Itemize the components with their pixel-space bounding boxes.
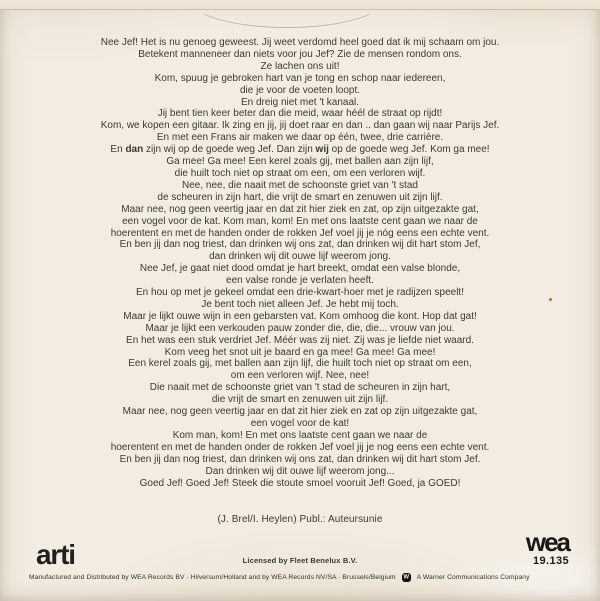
lyric-line: Goed Jef! Goed Jef! Steek die stoute smoel vooruit Jef! Goed, ja GOED! bbox=[139, 477, 461, 489]
warner-icon-letter: W bbox=[403, 574, 410, 580]
lyric-line: Kom man, kom! En met ons laatste cent gaan we naar de bbox=[172, 429, 428, 441]
lyric-line: En het was een stuk verdriet Jef. Méér was zij niet. Zij was je liefde niet waard. bbox=[126, 334, 474, 346]
warner-communications-icon bbox=[402, 573, 411, 582]
lyric-line: Nee Jef, je gaat niet dood omdat je hart breekt, omdat een valse blonde, bbox=[139, 263, 461, 275]
fineprint-row bbox=[29, 573, 576, 582]
thumb-cut-arc bbox=[190, 0, 384, 28]
lyric-line: En ben jij dan nog triest, dan drinken wij ons zat, dan drinken wij dit hart stom Jef, bbox=[119, 239, 481, 251]
lyric-line: die vrijt de smart en zenuwen uit zijn lijf. bbox=[211, 394, 389, 406]
warner-company-text: A Warner Communications Company bbox=[416, 574, 530, 581]
lyric-line: En hou op met je gekeel omdat een drie-kwart-hoer met je radijzen speelt! bbox=[136, 287, 464, 299]
lyrics-block bbox=[8, 37, 592, 489]
lyric-line: Maar nee, nog geen veertig jaar en dat zit hier ziek en zat op zijn uitgezakte gat, bbox=[122, 406, 478, 418]
lyric-line: Kom, we kopen een gitaar. Ik zing en jij, jij doet raar en dan .. dan gaan wij naar Parijs Jef. bbox=[100, 120, 500, 132]
catalog-number: 19.135 bbox=[532, 555, 569, 567]
lyric-line: Je bent toch niet alleen Jef. Je hebt mij toch. bbox=[201, 298, 399, 310]
lyric-line: Maar je lijkt een verkouden pauw zonder die, die, die... vrouw van jou. bbox=[145, 322, 455, 334]
credit-line: (J. Brel/I. Heylen) Publ.: Auteursunie bbox=[217, 514, 383, 525]
lyric-line: die huilt toch niet op straat om een, om een verloren wijf. bbox=[174, 167, 426, 179]
paper-speck bbox=[549, 298, 552, 301]
lyric-line: En dan zijn wij op de goede weg Jef. Dan zijn wij op de goede weg Jef. Kom ga mee! bbox=[110, 144, 490, 156]
lyric-line: hoerentent en met de handen onder de rokken Jef voel jij je nóg eens een echte vent. bbox=[110, 227, 490, 239]
lyric-line: Dan drinken wij dit ouwe lijf weerom jong... bbox=[205, 465, 395, 477]
lyric-line: om een verloren wijf. Nee, nee! bbox=[230, 370, 370, 382]
lyric-line: En dreig niet met 't kanaal. bbox=[240, 96, 360, 108]
arti-logo: arti bbox=[36, 539, 75, 570]
lyric-line: Betekent manneneer dan niets voor jou Jef? Zie de mensen rondom ons. bbox=[138, 48, 462, 60]
lyric-line: een vogel voor de kat! bbox=[250, 418, 350, 429]
licensed-text: Licensed by Fleet Benelux B.V. bbox=[242, 556, 358, 565]
lyric-line: Die naait met de schoonste griet van 't stad de scheuren in zijn hart, bbox=[149, 382, 451, 394]
lyric-line: Maar nee, nog geen veertig jaar en dat zit hier ziek en zat, op zijn uitgezakte gat, bbox=[121, 203, 479, 215]
lyric-line: Nee Jef! Het is nu genoeg geweest. Jij weet verdomd heel goed dat ik mij schaam om jou. bbox=[100, 37, 500, 48]
lyric-line: Ga mee! Ga mee! Een kerel zoals gij, met ballen aan zijn lijf, bbox=[166, 156, 434, 168]
lyric-line: Kom veeg het snot uit je baard en ga mee! Ga mee! Ga mee! bbox=[164, 346, 436, 358]
lyric-line: Jij bent tien keer beter dan die meid, waar héél de straat op rijdt! bbox=[157, 108, 443, 120]
lyric-line: En met een Frans air maken we daar op één, twee, drie carrière. bbox=[156, 132, 444, 144]
lyric-line: dan drinken wij dit ouwe lijf weerom jong. bbox=[209, 251, 391, 263]
lyric-line: Kom, spuug je gebroken hart van je tong en schop naar iedereen, bbox=[154, 72, 446, 84]
lyric-line: Een kerel zoals gij, met ballen aan zijn lijf, die huilt toch niet op straat om een, bbox=[128, 358, 472, 370]
lyric-line: hoerentent en met de handen onder de rokken Jef voel jij je nog eens een echte vent. bbox=[110, 441, 490, 453]
lyric-line: de scheuren in zijn hart, die vrijt de smart en zenuwen uit zijn lijf. bbox=[157, 191, 443, 203]
lyric-line: een valse ronde je verlaten heeft. bbox=[226, 275, 374, 287]
lyric-line: Maar je lijkt ouwe wijn in een gebarsten vat. Kom omhoog die kont. Hop dat gat! bbox=[123, 310, 477, 322]
lyric-line: En ben jij dan nog triest, dan drinken wij ons zat, dan drinken wij dit hart stom Jef. bbox=[119, 453, 481, 465]
manufactured-text: Manufactured and Distributed by WEA Records BV · Hilversum/Holland and by WEA Records NV/SA · Brussels/Belgium bbox=[29, 574, 396, 581]
wea-logo: wea bbox=[525, 527, 569, 557]
lyric-line: die je voor de voeten loopt. bbox=[239, 84, 361, 96]
lyric-line: Nee, nee, die naait met de schoonste griet van 't stad bbox=[182, 179, 418, 191]
wea-block bbox=[526, 529, 569, 567]
lyric-line: een vogel voor de kat. Kom man, kom! En met ons laatste cent gaan we naar de bbox=[122, 215, 478, 227]
lyric-line: Ze lachen ons uit! bbox=[260, 60, 340, 72]
